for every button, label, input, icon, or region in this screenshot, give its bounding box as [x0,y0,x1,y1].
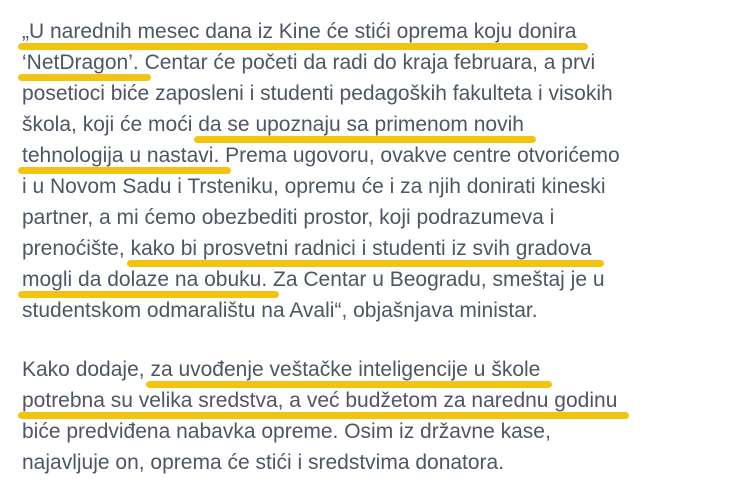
text-line [22,385,714,416]
highlighted-text-segment: da se upoznaju sa primenom novih [198,109,524,140]
text-segment: studentskom odmaralištu na Avali“, objašnjava ministar. [22,299,538,322]
text-line [22,264,714,295]
text-line [22,416,714,447]
highlighted-text-segment: kako bi prosvetni radnici i studenti iz svih gradova [131,233,592,264]
text-line [22,109,714,140]
highlighted-text-segment: za uvođenje veštačke inteligencije u škole [150,354,540,385]
highlighted-text-segment: ‘NetDragon’. [22,47,139,78]
text-line [22,140,714,171]
highlighted-text-segment: tehnologija u nastavi. [22,140,219,171]
text-segment: Za Centar u Beogradu, smeštaj je u [267,268,605,291]
text-segment: škola, koji će moći [22,113,199,136]
text-segment: biće predviđena nabavka opreme. Osim iz državne kase, [22,420,551,443]
highlighted-text-segment: mogli da dolaze na obuku. [22,264,267,295]
text-segment: i u Novom Sadu i Trsteniku, opremu će i za njih donirati kineski [22,175,606,198]
text-line [22,47,714,78]
paragraph [22,354,714,478]
text-segment: posetioci biće zaposleni i studenti pedagoških fakulteta i visokih [22,82,613,105]
text-line [22,171,714,202]
text-line [22,16,714,47]
highlighted-text-segment: potrebna su velika sredstva, a već budžetom za narednu godinu [22,385,617,416]
paragraph [22,16,714,326]
highlighted-text-segment: „U narednih mesec dana iz Kine će stići oprema koju donira [22,16,576,47]
text-line [22,233,714,264]
text-line [22,202,714,233]
text-segment: Prema ugovoru, ovakve centre otvorićemo [219,144,620,167]
text-line [22,447,714,478]
text-segment: Centar će početi da radi do kraja februara, a prvi [138,51,596,74]
text-segment: partner, a mi ćemo obezbediti prostor, koji podrazumeva i [22,206,555,229]
text-line [22,354,714,385]
text-segment: prenoćište, [22,237,131,260]
text-line [22,295,714,326]
text-segment: Kako dodaje, [22,358,151,381]
text-segment: najavljuje on, oprema će stići i sredstvima donatora. [22,451,505,474]
text-line [22,78,714,109]
